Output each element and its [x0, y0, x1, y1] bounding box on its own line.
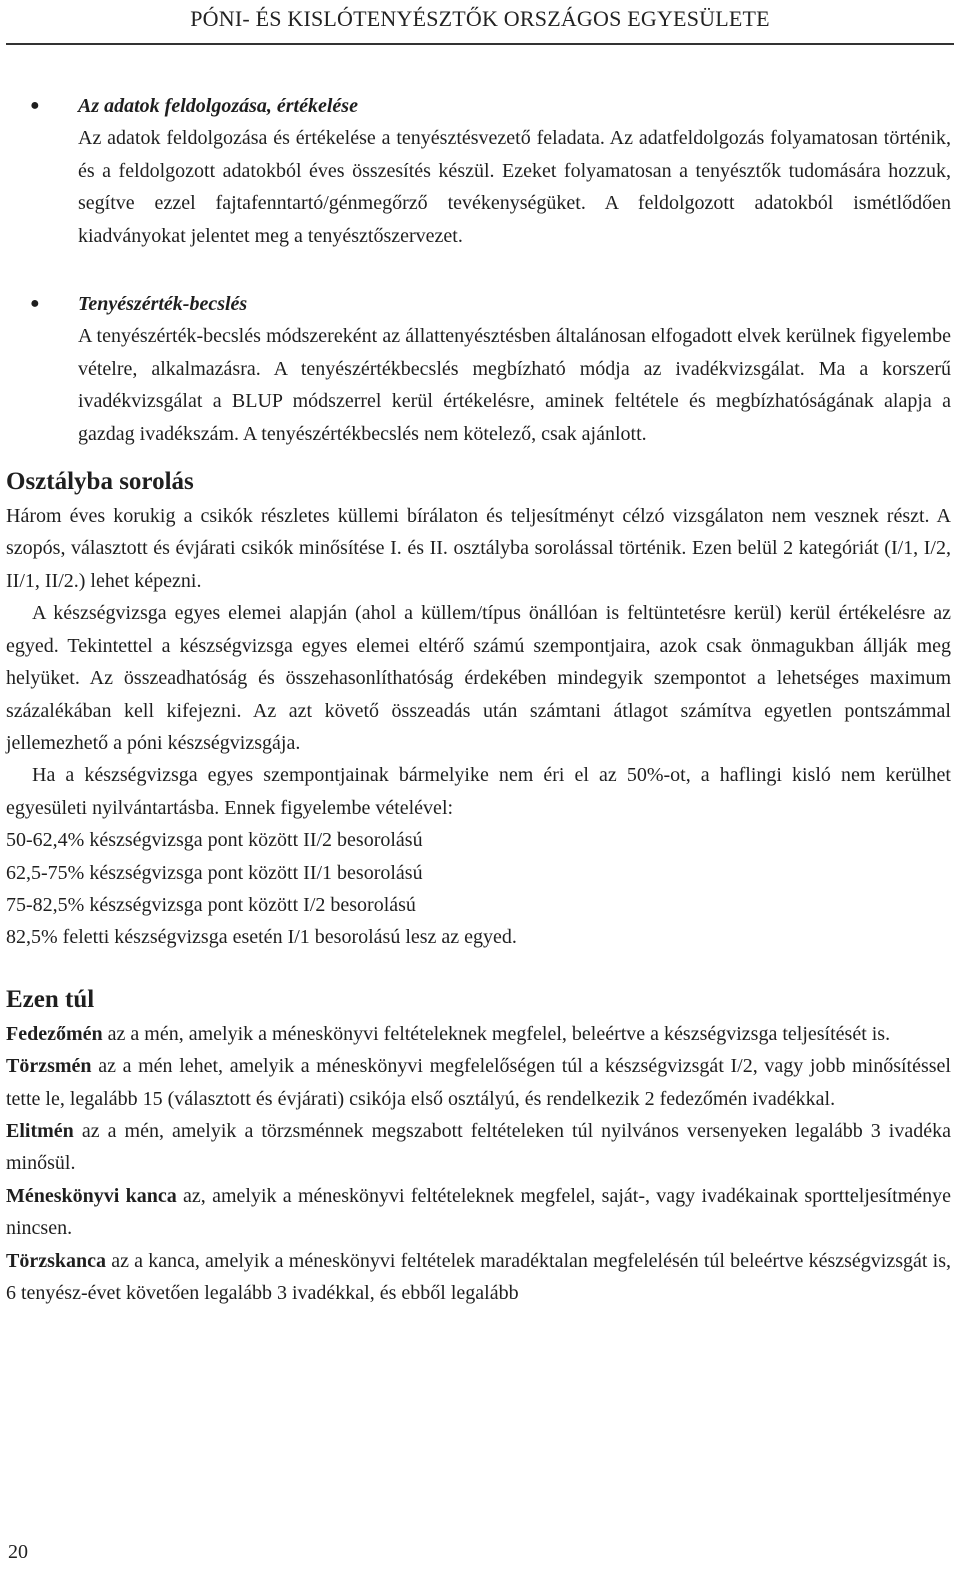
paragraph: Ha a készségvizsga egyes szempontjainak bármelyike nem éri el az 50%-ot, a haflingi kisló nem kerülhet egyesületi nyilvántartásba. Ennek figyelembe vételével:: [6, 764, 951, 819]
bullet-body: Az adatok feldolgozása és értékelése a tenyésztésvezető feladata. Az adatfeldolgozás folyamatosan történik, és a feldolgozott adatokból éves összesítés készül. Ezeket folyamatosan a tenyésztők tudomására hozzuk, segítve ezzel fajtafenntartó/génmegőrző tevékenységüket. A feldolgozott adatokból ismétlődően kiadványokat jelentet meg a tenyésztőszervezet.: [78, 127, 951, 247]
definition-text: az a mén, amelyik a méneskönyvi feltételeknek megfelel, beleértve a készségvizsga teljesítését is.: [102, 1022, 891, 1045]
definition-term: Méneskönyvi kanca: [6, 1184, 177, 1207]
classification-line: 75-82,5% készségvizsga pont között I/2 besorolású: [6, 893, 416, 916]
definition-term: Elitmén: [6, 1119, 74, 1142]
definition-text: az a mén lehet, amelyik a méneskönyvi megfelelőségen túl a készségvizsgát I/2, vagy jobb minősítéssel tette le, legalább 15 (választott és évjárati) csikója első osztályú, és rendelkezik 2 fedezőmén ivadékkal.: [6, 1055, 951, 1110]
classification-line: 82,5% feletti készségvizsga esetén I/1 besorolású lesz az egyed.: [6, 926, 517, 949]
bullet-body: A tenyészérték-becslés módszereként az állattenyésztésben általánosan elfogadott elvek kerülnek figyelembe vételre, alkalmazásra. A tenyészértékbecslés megbízható módja az ivadékvizsgálat. Ma a korszerű ivadékvizsgálat a BLUP módszerrel kerül értékelésre, aminek feltétele és megbízhatóságának alapja a gazdag ivadékszám. A tenyészértékbecslés nem kötelező, csak ajánlott.: [78, 325, 951, 445]
definition-torzsmen: [6, 1050, 951, 1115]
definition-term: Törzsmén: [6, 1055, 92, 1078]
running-header: [0, 0, 960, 44]
section-heading-osztalyba: Osztályba sorolás: [6, 468, 194, 496]
classification-line: 62,5-75% készségvizsga pont között II/1 besorolású: [6, 861, 423, 884]
definition-text: az a mén, amelyik a törzsménnek megszabott feltételeken túl nyilvános versenyeken legalább 3 ivadéka minősül.: [6, 1119, 951, 1175]
definition-meneskonyvi-kanca: [6, 1180, 951, 1245]
definition-term: Fedezőmén: [6, 1022, 103, 1045]
classification-line: 50-62,4% készségvizsga pont között II/2 besorolású: [6, 829, 423, 852]
definition-term: Törzskanca: [6, 1249, 106, 1272]
bullet-title: Az adatok feldolgozása, értékelése: [78, 95, 358, 117]
page-content: [6, 90, 951, 1309]
bullet-icon: ●: [30, 295, 40, 313]
bullet-item-tenyeszertek: [6, 288, 951, 450]
definition-text: az a kanca, amelyik a méneskönyvi feltételek maradéktalan megfelelésén túl beleértve készségvizsgát is, 6 tenyész-évet követően legalább 3 ivadékkal, és ebből legalább: [6, 1249, 951, 1304]
definition-torzskanca: [6, 1245, 951, 1310]
page-number: 20: [8, 1541, 28, 1563]
bullet-item-adatok: [6, 90, 951, 252]
definition-text: az, amelyik a méneskönyvi feltételeknek megfelel, saját-, vagy ivadékainak sportteljesítménye nincsen.: [6, 1184, 951, 1240]
definition-elitmen: [6, 1115, 951, 1180]
paragraph: Három éves korukig a csikók részletes küllemi bírálaton és teljesítményt célzó vizsgálaton nem vesznek részt. A szopós, választott és évjárati csikók minősítése I. és II. osztályba sorolással történik. Ezen belül 2 kategóriát (I/1, I/2, II/1, II/2.) lehet képezni.: [6, 505, 951, 592]
definition-fedezomen: [6, 1018, 951, 1050]
paragraph: A készségvizsga egyes elemei alapján (ahol a küllem/típus önállóan is feltüntetésre kerül) kerül értékelésre az egyed. Tekintettel a készségvizsga egyes elemei eltérő számú szempontjaira, azok csak önmagukban állják meg helyüket. Az összeadhatóság és összehasonlíthatóság érdekében mindegyik szempontot a lehetséges maximum százalékában kell kifejezni. Az azt követő összeadás után számtani átlagot számítva egyetlen pontszámmal jellemezhető a póni készségvizsgája.: [6, 602, 951, 754]
bullet-icon: ●: [30, 97, 40, 114]
bullet-title: Tenyészérték-becslés: [78, 293, 248, 316]
spacer: [6, 252, 951, 288]
section-heading-ezen-tul: Ezen túl: [6, 985, 95, 1013]
header-title: PÓNI- ÉS KISLÓTENYÉSZTŐK ORSZÁGOS EGYESÜLETE: [190, 6, 770, 31]
header-rule: [6, 43, 954, 45]
